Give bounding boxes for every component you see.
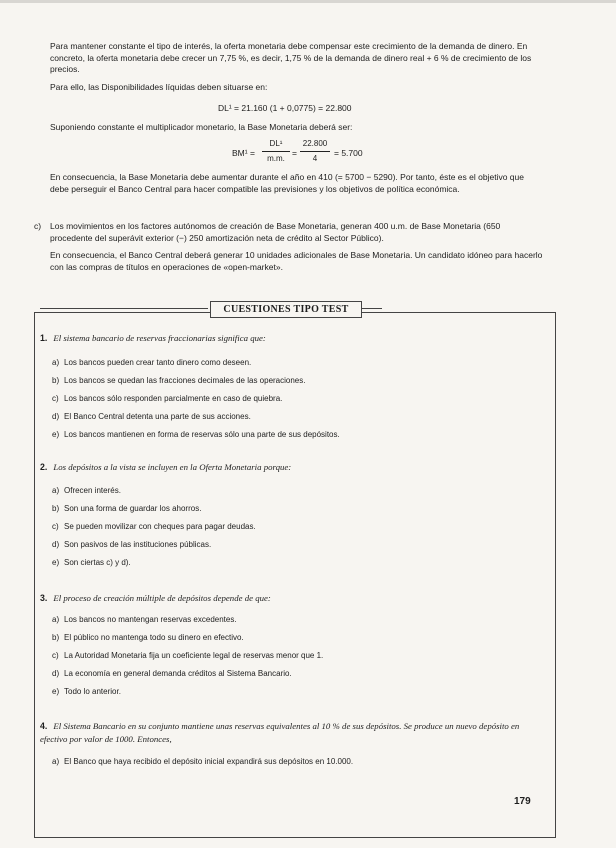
intro-paragraph-3: Suponiendo constante el multiplicador monetario, la Base Monetaria deberá ser: [50, 122, 353, 132]
question-text: El sistema bancario de reservas fraccionarias significa que: [53, 333, 266, 343]
equation-bm-lhs: BM¹ = [232, 148, 255, 158]
question-number: 4. [40, 721, 48, 731]
fraction-2-denominator: 4 [312, 154, 318, 163]
section-title: CUESTIONES TIPO TEST [210, 301, 362, 318]
question-4-option-a: a) El Banco que haya recibido el depósito inicial expandirá sus depósitos en 10.000. [52, 757, 354, 766]
item-c-paragraph-2: En consecuencia, el Banco Central deberá generar 10 unidades adicionales de Base Monetaria. Un candidato idóneo para hacerlo con las compras de títulos en operaciones de «open-market». [50, 250, 543, 272]
question-2-option-b: b) Son una forma de guardar los ahorros. [52, 504, 202, 513]
question-2-option-c: c) Se pueden movilizar con cheques para pagar deudas. [52, 522, 256, 531]
fraction-2-line [300, 151, 330, 152]
item-c-paragraph-1: Los movimientos en los factores autónomos de creación de Base Monetaria, generan 400 u.m. de Base Monetaria (650 procedente del superávit exterior (−) 250 amortización neta de crédito al Sector Público). [50, 221, 501, 243]
question-1-option-d: d) El Banco Central detenta una parte de sus acciones. [52, 412, 251, 421]
question-1-option-c: c) Los bancos sólo responden parcialmente en caso de quiebra. [52, 394, 283, 403]
question-2-option-a: a) Ofrecen interés. [52, 486, 121, 495]
fraction-1-denominator: m.m. [267, 154, 285, 163]
top-edge [0, 0, 616, 3]
question-number: 2. [40, 462, 48, 472]
question-text: El Sistema Bancario en su conjunto mantiene unas reservas equivalentes al 10 % de sus depósitos. Se produce un nuevo depósito en efectivo por valor de 1000. Entonces, [40, 721, 520, 744]
fraction-1-numerator: DL¹ [269, 139, 283, 148]
item-c-label: c) [34, 221, 42, 231]
question-text: El proceso de creación múltiple de depósitos depende de que: [53, 593, 271, 603]
question-3-option-c: c) La Autoridad Monetaria fija un coeficiente legal de reservas menor que 1. [52, 651, 324, 660]
question-3-option-d: d) La economía en general demanda créditos al Sistema Bancario. [52, 669, 292, 678]
intro-paragraph-1: Para mantener constante el tipo de interés, la oferta monetaria debe compensar este crecimiento de la demanda de dinero. En concreto, la oferta monetaria debe crecer un 7,75 %, es decir, 1,75 % de la demanda de dinero real + 6 % de crecimiento de los precios. [50, 41, 532, 74]
question-3 [40, 593, 271, 603]
intro-paragraph-4: En consecuencia, la Base Monetaria debe aumentar durante el año en 410 (= 5700 − 5290). Por tanto, éste es el objetivo que debe perseguir el Banco Central para hacer compatible las previsiones y los objetivos de política económica. [50, 172, 524, 194]
title-rule-right [362, 308, 382, 309]
question-1-option-a: a) Los bancos pueden crear tanto dinero como deseen. [52, 358, 252, 367]
equation-bm-rhs: = 5.700 [334, 148, 363, 158]
question-4 [40, 720, 540, 746]
question-3-option-e: e) Todo lo anterior. [52, 687, 121, 696]
question-number: 1. [40, 333, 48, 343]
question-1-option-b: b) Los bancos se quedan las fracciones decimales de las operaciones. [52, 376, 306, 385]
fraction-1-line [262, 151, 290, 152]
intro-paragraph-2: Para ello, las Disponibilidades líquidas deben situarse en: [50, 82, 268, 92]
question-number: 3. [40, 593, 48, 603]
question-text: Los depósitos a la vista se incluyen en la Oferta Monetaria porque: [53, 462, 292, 472]
question-1 [40, 333, 266, 343]
equation-dl: DL¹ = 21.160 (1 + 0,0775) = 22.800 [218, 103, 352, 113]
question-1-option-e: e) Los bancos mantienen en forma de reservas sólo una parte de sus depósitos. [52, 430, 340, 439]
equals-sign: = [292, 148, 297, 158]
question-3-option-a: a) Los bancos no mantengan reservas excedentes. [52, 615, 237, 624]
title-rule-left [40, 308, 208, 309]
question-3-option-b: b) El público no mantenga todo su dinero en efectivo. [52, 633, 244, 642]
question-2 [40, 462, 291, 472]
page-number: 179 [514, 796, 531, 807]
fraction-2-numerator: 22.800 [302, 139, 328, 148]
question-2-option-d: d) Son pasivos de las instituciones públicas. [52, 540, 212, 549]
question-2-option-e: e) Son ciertas c) y d). [52, 558, 131, 567]
